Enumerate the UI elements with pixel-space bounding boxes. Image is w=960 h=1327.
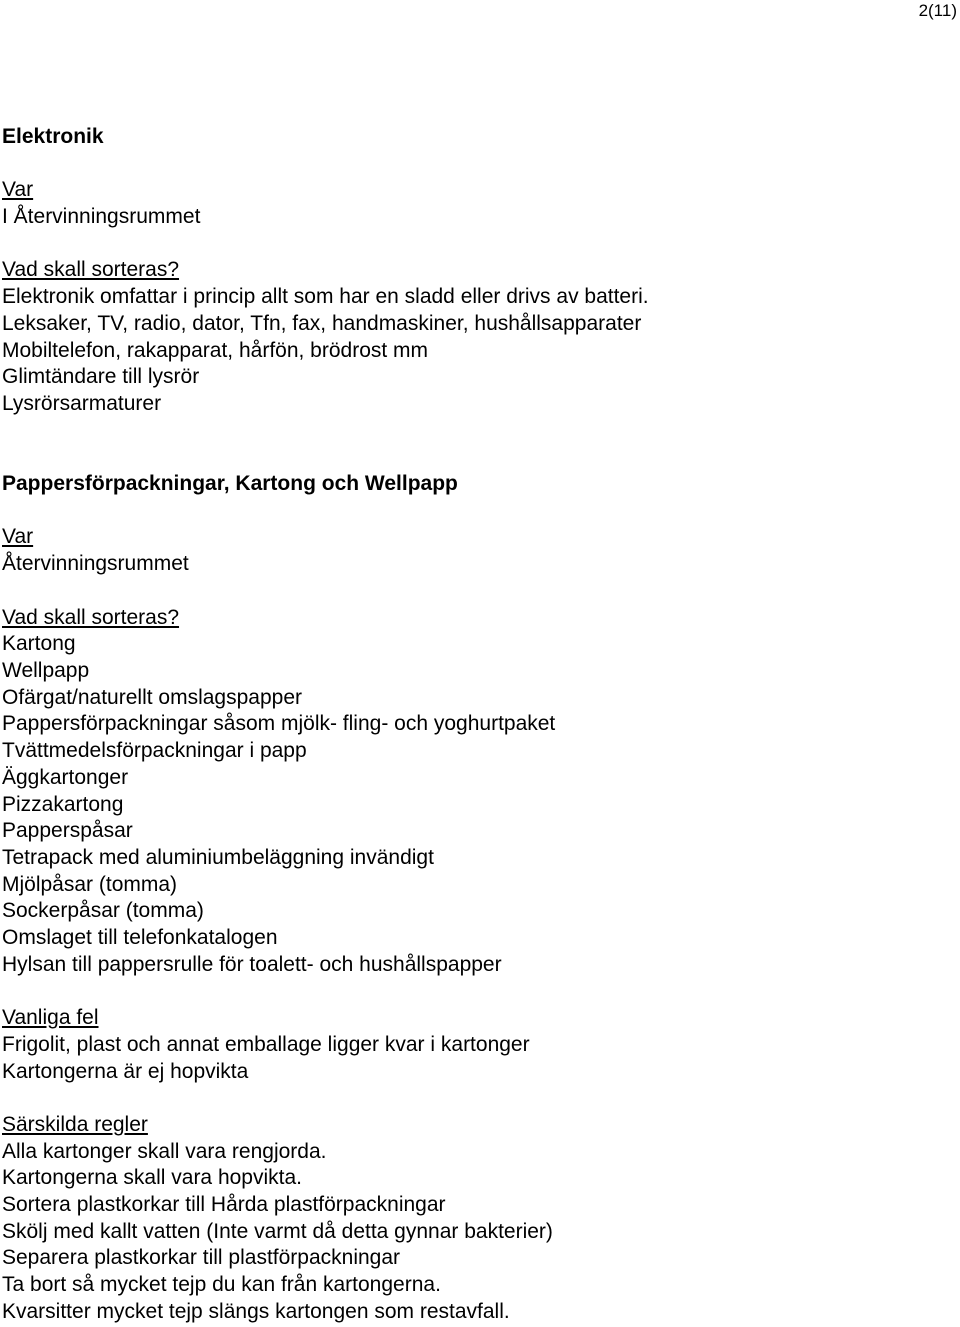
list-item: Tvättmedelsförpackningar i papp	[2, 739, 307, 763]
list-item: Kvarsitter mycket tejp slängs kartongen som restavfall.	[2, 1299, 510, 1323]
list-item: Glimtändare till lysrör	[2, 365, 200, 389]
special-rules-label: Särskilda regler	[2, 1112, 148, 1136]
where-value: Återvinningsrummet	[2, 552, 189, 576]
list-item: Ta bort så mycket tejp du kan från kartongerna.	[2, 1273, 441, 1297]
what-label: Vad skall sorteras?	[2, 258, 180, 282]
where-label: Var	[2, 178, 34, 202]
list-item: Kartongerna skall vara hopvikta.	[2, 1166, 302, 1190]
list-item: Papperspåsar	[2, 819, 133, 843]
list-item: Pizzakartong	[2, 792, 124, 816]
list-item: Kartong	[2, 632, 76, 656]
list-item: Sockerpåsar (tomma)	[2, 899, 204, 923]
list-item: Pappersförpackningar såsom mjölk- fling- och yoghurtpaket	[2, 712, 556, 736]
list-item: Hylsan till pappersrulle för toalett- och hushållspapper	[2, 952, 502, 976]
list-item: Separera plastkorkar till plastförpackningar	[2, 1246, 401, 1270]
list-item: Lysrörsarmaturer	[2, 392, 162, 415]
list-item: Alla kartonger skall vara rengjorda.	[2, 1139, 327, 1163]
section-title: Elektronik	[2, 125, 104, 148]
list-item: Mjölpåsar (tomma)	[2, 872, 178, 896]
list-item: Skölj med kallt vatten (Inte varmt då detta gynnar bakterier)	[2, 1219, 553, 1243]
list-item: Wellpapp	[2, 658, 90, 682]
list-item: Mobiltelefon, rakapparat, hårfön, brödrost mm	[2, 338, 429, 362]
list-item: Ofärgat/naturellt omslagspapper	[2, 685, 302, 709]
list-item: Äggkartonger	[2, 765, 129, 789]
list-item: Sortera plastkorkar till Hårda plastförpackningar	[2, 1193, 446, 1217]
section-pappersforpackningar	[2, 471, 952, 1325]
page-number: 2(11)	[918, 1, 957, 20]
section-elektronik	[2, 124, 952, 418]
where-label: Var	[2, 525, 34, 549]
common-errors-label: Vanliga fel	[2, 1006, 99, 1030]
list-item: Frigolit, plast och annat emballage ligger kvar i kartonger	[2, 1032, 530, 1056]
what-label: Vad skall sorteras?	[2, 605, 180, 629]
list-item: Tetrapack med aluminiumbeläggning invändigt	[2, 845, 434, 869]
list-item: Elektronik omfattar i princip allt som har en sladd eller drivs av batteri.	[2, 285, 649, 309]
section-title: Pappersförpackningar, Kartong och Wellpapp	[2, 472, 458, 496]
list-item: Kartongerna är ej hopvikta	[2, 1059, 249, 1083]
list-item: Omslaget till telefonkatalogen	[2, 926, 278, 950]
document-body	[2, 124, 952, 1326]
list-item: Leksaker, TV, radio, dator, Tfn, fax, handmaskiner, hushållsapparater	[2, 311, 642, 335]
where-value: I Återvinningsrummet	[2, 205, 201, 229]
